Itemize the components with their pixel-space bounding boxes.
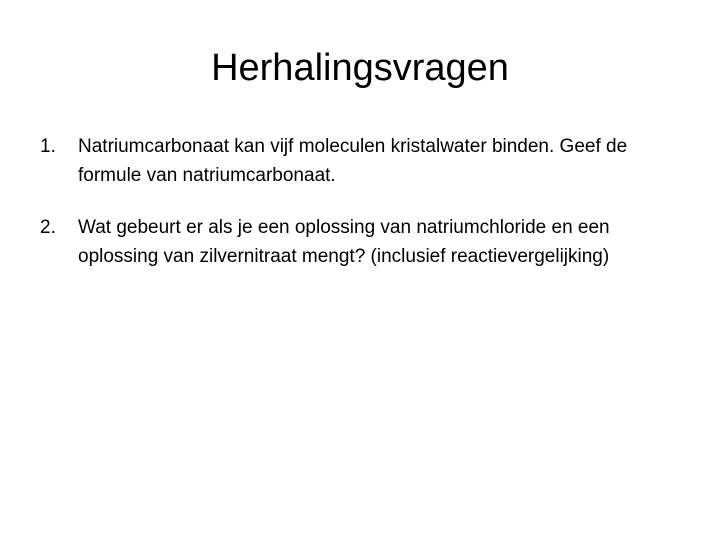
question-item-2 xyxy=(40,213,680,271)
question-text: Wat gebeurt er als je een oplossing van natriumchloride en een oplossing van zilvernitraat mengt? (inclusief reactievergelijking) xyxy=(78,217,610,267)
question-text: Natriumcarbonaat kan vijf moleculen kristalwater binden. Geef de formule van natriumcarbonaat. xyxy=(78,136,628,186)
question-number: 1. xyxy=(40,136,56,157)
question-number: 2. xyxy=(40,217,56,238)
question-item-1 xyxy=(40,132,680,190)
slide-title: Herhalingsvragen xyxy=(211,47,509,89)
question-list xyxy=(40,132,680,294)
